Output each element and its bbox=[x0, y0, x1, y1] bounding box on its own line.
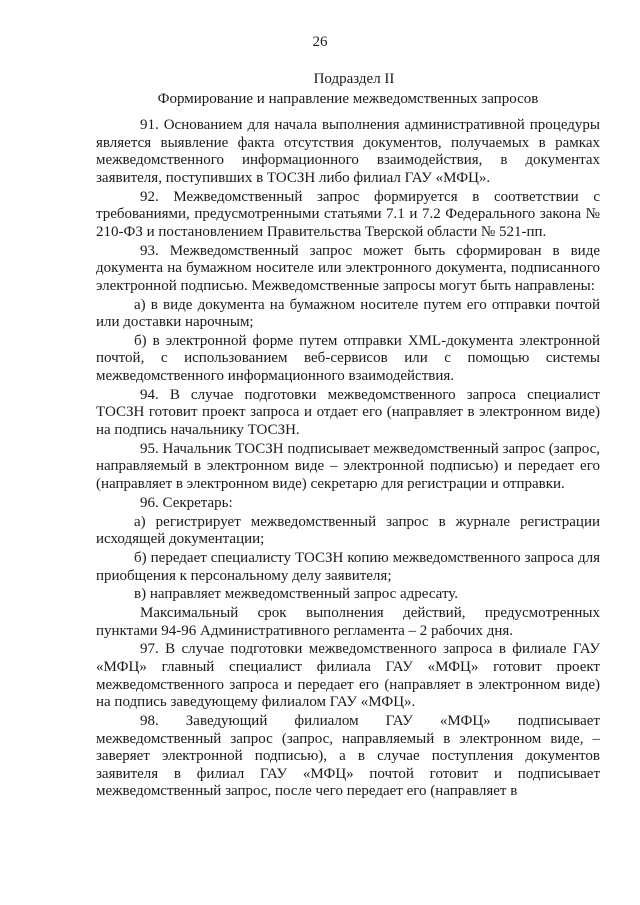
paragraph-91: 91. Основанием для начала выполнения административной процедуры является выявление факта отсутствия документов, получаемых в рамках межведомственного информационного взаимодействия, в документах заявителя, поступивших в ТОСЗН либо филиал ГАУ «МФЦ». bbox=[96, 117, 600, 186]
paragraph-96-item-c: в) направляет межведомственный запрос адресату. bbox=[134, 586, 459, 603]
paragraph-96: 96. Секретарь: bbox=[140, 494, 233, 511]
paragraph-98: 98. Заведующий филиалом ГАУ «МФЦ» подписывает межведомственный запрос (запрос, направляемый в электронном виде, – заверяет электронной подписью), а в случае поступления документов заявителя в филиал ГАУ «МФЦ» почтой готовит и подписывает межведомственный запрос, после чего передает его (направляет в bbox=[96, 713, 600, 800]
paragraph-93-item-a: а) в виде документа на бумажном носителе путем его отправки почтой или доставки нарочным; bbox=[96, 296, 600, 331]
paragraph-93: 93. Межведомственный запрос может быть сформирован в виде документа на бумажном носителе или электронного документа, подписанного электронной подписью. Межведомственные запросы могут быть направлены: bbox=[96, 242, 600, 294]
paragraph-95: 95. Начальник ТОСЗН подписывает межведомственный запрос (запрос, направляемый в электронном виде – электронной подписью) и передает его (направляет в электронном виде) секретарю для регистрации и отправки. bbox=[96, 440, 600, 492]
paragraph-92: 92. Межведомственный запрос формируется в соответствии с требованиями, предусмотренными статьями 7.1 и 7.2 Федерального закона № 210-ФЗ и постановлением Правительства Тверской области № 521-пп. bbox=[96, 188, 600, 240]
document-body bbox=[96, 117, 600, 802]
paragraph-96-item-b: б) передает специалисту ТОСЗН копию межведомственного запроса для приобщения к персональному делу заявителя; bbox=[96, 549, 600, 584]
subsection-title: Подраздел II bbox=[313, 71, 395, 87]
paragraph-93-item-b: б) в электронной форме путем отправки XML-документа электронной почтой, с использованием веб-сервисов или с помощью системы межведомственного информационного взаимодействия. bbox=[96, 332, 600, 385]
paragraph-94: 94. В случае подготовки межведомственного запроса специалист ТОСЗН готовит проект запроса и отдает его (направляет в электронном виде) на подпись начальнику ТОСЗН. bbox=[96, 386, 600, 439]
paragraph-96-deadline: Максимальный срок выполнения действий, предусмотренных пунктами 94-96 Административного регламента – 2 рабочих дня. bbox=[96, 605, 600, 639]
page-number: 26 bbox=[312, 34, 328, 50]
section-title: Формирование и направление межведомственных запросов bbox=[157, 91, 539, 107]
paragraph-96-item-a: а) регистрирует межведомственный запрос в журнале регистрации исходящей документации; bbox=[96, 513, 600, 548]
paragraph-97: 97. В случае подготовки межведомственного запроса в филиале ГАУ «МФЦ» главный специалист филиала ГАУ «МФЦ» готовит проект межведомственного запроса и передает его (направляет в электронном виде) на подпись заведующему филиалом ГАУ «МФЦ». bbox=[96, 641, 600, 711]
